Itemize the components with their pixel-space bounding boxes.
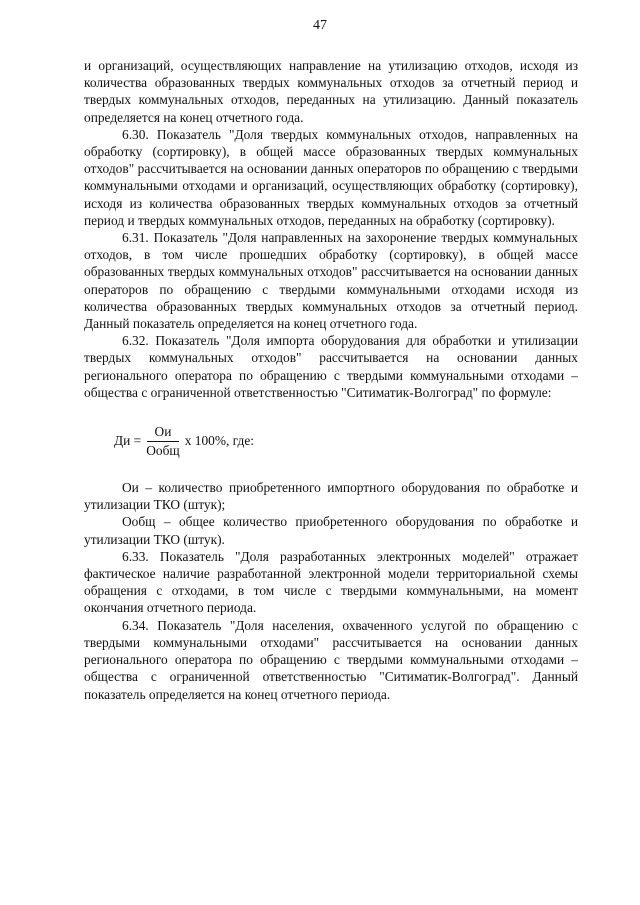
formula-import-share <box>114 421 578 461</box>
formula-lhs: Ди = <box>114 433 142 449</box>
formula-numerator: Ои <box>147 424 180 442</box>
definition-oi: Ои – количество приобретенного импортного оборудования по обработке и утилизации ТКО (штук); <box>84 480 578 513</box>
paragraph-6-30: 6.30. Показатель "Доля твердых коммунальных отходов, направленных на обработку (сортировку), в общей массе образованных твердых коммунальных отходов" рассчитывается на основании данных операторов по обращению с твердыми коммунальными отходами и организаций, осуществляющих обработку (сортировку), исходя из количества образованных твердых коммунальных отходов за отчетный период и твердых коммунальных отходов, переданных на обработку (сортировку). <box>84 126 578 228</box>
formula-rhs: х 100%, где: <box>184 433 254 449</box>
paragraph-6-31: 6.31. Показатель "Доля направленных на захоронение твердых коммунальных отходов, в том числе прошедших обработку (сортировку), в общей массе образованных твердых коммунальных отходов" рассчитывается на основании данных операторов по обращению с твердыми коммунальными отходами исходя из количества образованных твердых коммунальных отходов за отчетный период. Данный показатель определяется на конец отчетного года. <box>84 230 578 332</box>
document-body <box>84 57 578 703</box>
paragraph-continuation: и организаций, осуществляющих направление на утилизацию отходов, исходя из количества образованных твердых коммунальных отходов за отчетный период и твердых коммунальных отходов, переданных на утилизацию. Данный показатель определяется на конец отчетного года. <box>84 58 578 125</box>
page-number: 47 <box>313 18 327 33</box>
paragraph-6-34: 6.34. Показатель "Доля населения, охваченного услугой по обращению с твердыми коммунальными отходами" рассчитывается на основании данных регионального оператора по обращению с твердыми коммунальными отходами – общества с ограниченной ответственностью "Ситиматик-Волгоград". Данный показатель определяется на конец отчетного периода. <box>84 617 578 702</box>
paragraph-6-33: 6.33. Показатель "Доля разработанных электронных моделей" отражает фактическое наличие разработанной электронной модели территориальной схемы обращения с отходами, в том числе с твердыми коммунальными, на момент окончания отчетного периода. <box>84 548 578 616</box>
formula-denominator: Ообщ <box>146 442 180 458</box>
paragraph-6-32: 6.32. Показатель "Доля импорта оборудования для обработки и утилизации твердых коммунальных отходов" рассчитывается на основании данных регионального оператора по обращению с твердыми коммунальными отходами – общества с ограниченной ответственностью "Ситиматик-Волгоград" по формуле: <box>84 333 578 400</box>
definition-oobshch: Ообщ – общее количество приобретенного оборудования по обработке и утилизации ТКО (штук). <box>84 514 578 547</box>
formula-fraction <box>146 424 180 459</box>
